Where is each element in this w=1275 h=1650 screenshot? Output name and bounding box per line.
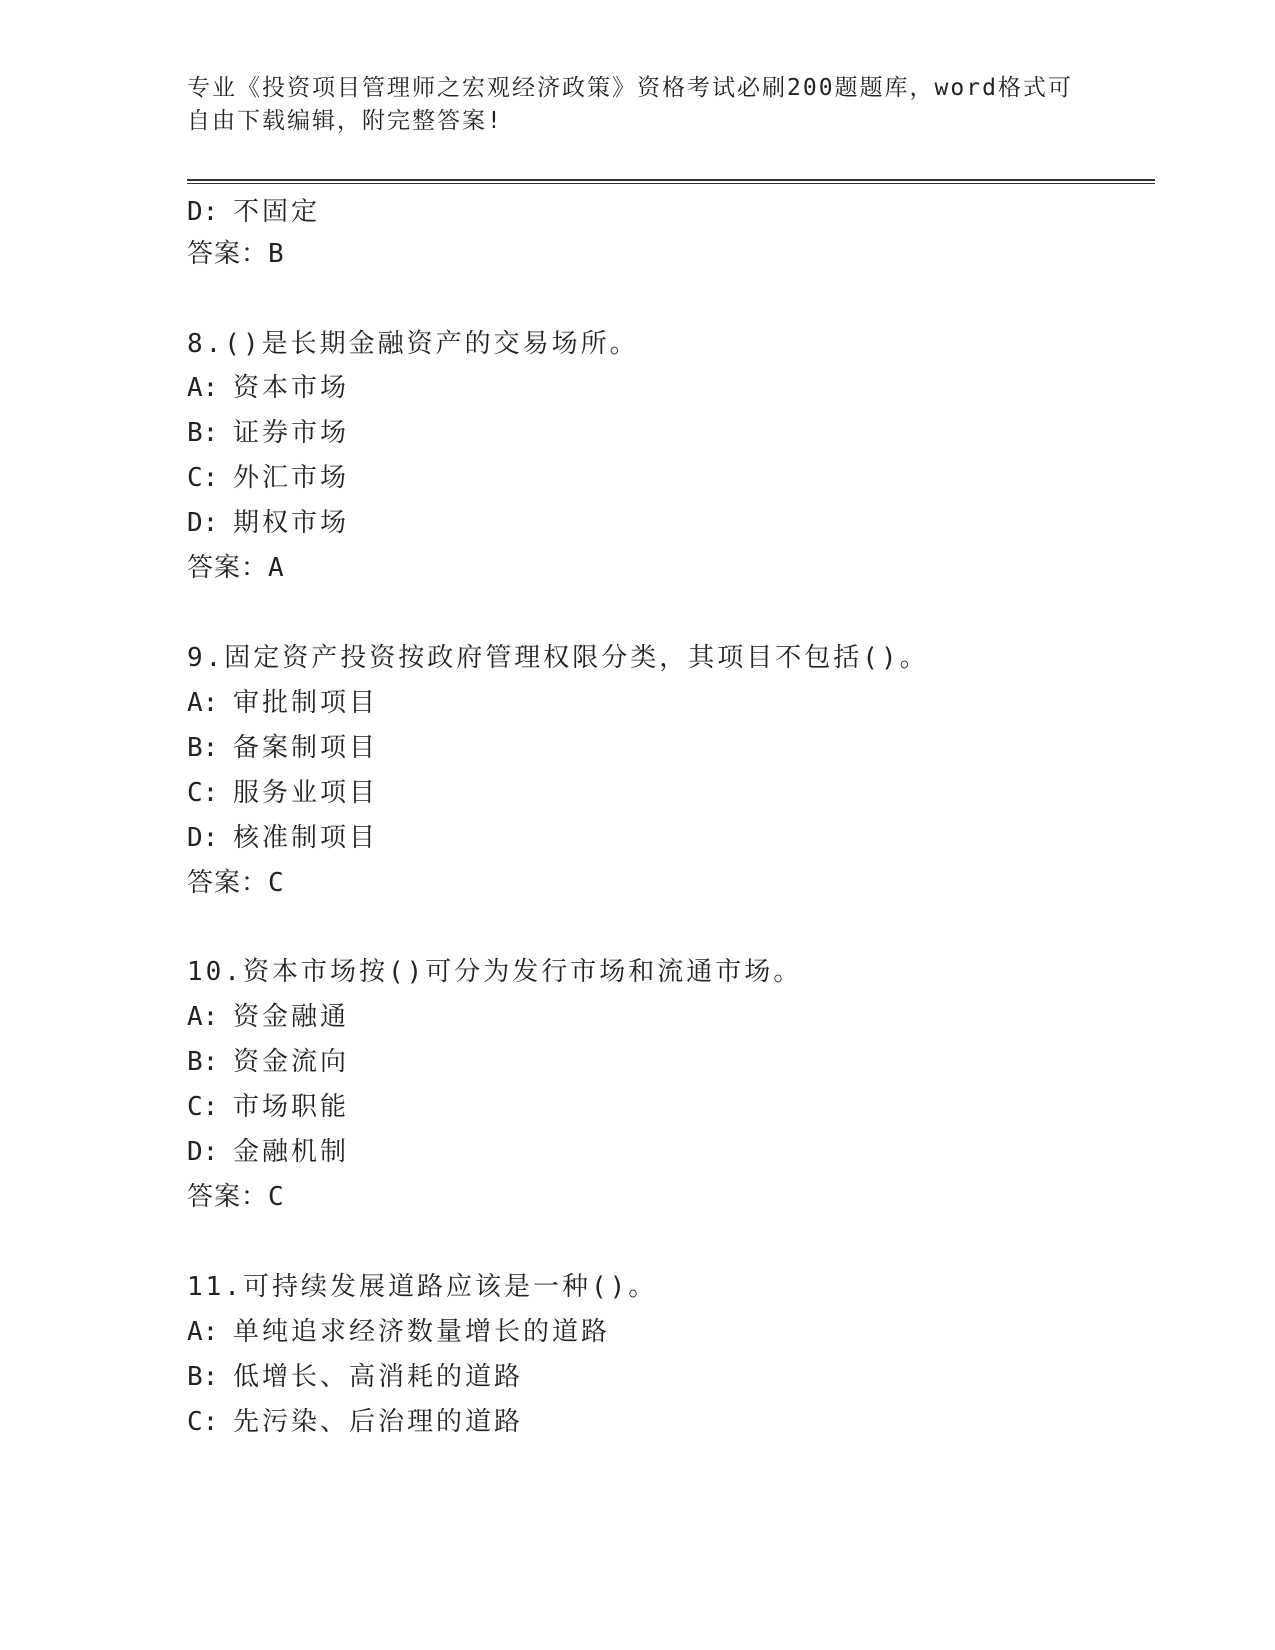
option-a [187,1000,349,1034]
answer-line [187,866,287,900]
option-d [187,821,378,855]
answer-label: 答案： [187,868,269,898]
option-letter: A: [187,373,219,403]
option-text: 资本市场 [233,373,350,403]
option-c [187,776,378,810]
answer-line [187,551,287,585]
option-b [187,416,349,450]
option-text: 不固定 [233,197,321,227]
option-b [187,1045,349,1079]
answer-label: 答案： [187,239,269,269]
answer-value: C [268,868,287,898]
header-divider [187,179,1155,184]
option-letter: A: [187,688,219,718]
option-a [187,686,378,720]
option-text: 期权市场 [233,508,350,538]
option-letter: C: [187,778,219,808]
option-letter: C: [187,1092,219,1122]
option-c [187,1405,523,1439]
option-text: 审批制项目 [233,688,379,718]
option-c [187,461,349,495]
option-text: 核准制项目 [233,823,379,853]
option-letter: D: [187,823,219,853]
option-text: 先污染、后治理的道路 [233,1407,524,1437]
option-text: 资金融通 [233,1002,350,1032]
answer-line [187,237,287,271]
header-line-2: 自由下载编辑，附完整答案! [187,108,503,134]
option-letter: C: [187,463,219,493]
option-text: 外汇市场 [233,463,350,493]
answer-label: 答案： [187,1182,269,1212]
option-b [187,731,378,765]
option-text: 证券市场 [233,418,350,448]
document-header [187,72,1087,138]
option-c [187,1090,349,1124]
option-letter: A: [187,1317,219,1347]
answer-label: 答案： [187,553,269,583]
option-text: 单纯追求经济数量增长的道路 [233,1317,611,1347]
option-text: 服务业项目 [233,778,379,808]
option-letter: D: [187,197,219,227]
option-text: 金融机制 [233,1137,350,1167]
option-a [187,371,349,405]
option-b [187,1360,523,1394]
question-stem: 10.资本市场按()可分为发行市场和流通市场。 [187,957,803,987]
option-text: 资金流向 [233,1047,350,1077]
question-stem: 9.固定资产投资按政府管理权限分类，其项目不包括()。 [187,643,929,673]
option-letter: B: [187,1047,219,1077]
answer-value: C [268,1182,287,1212]
option-letter: B: [187,733,219,763]
option-d [187,195,320,229]
option-letter: D: [187,1137,219,1167]
option-text: 低增长、高消耗的道路 [233,1362,524,1392]
option-d [187,1135,349,1169]
answer-line [187,1180,287,1214]
option-a [187,1315,610,1349]
answer-value: A [268,553,287,583]
header-line-1: 专业《投资项目管理师之宏观经济政策》资格考试必刷200题题库，word格式可 [187,75,1073,101]
option-letter: C: [187,1407,219,1437]
option-letter: B: [187,418,219,448]
option-text: 备案制项目 [233,733,379,763]
option-letter: D: [187,508,219,538]
question-stem: 8.()是长期金融资产的交易场所。 [187,329,639,359]
answer-value: B [268,239,287,269]
option-d [187,506,349,540]
question-stem: 11.可持续发展道路应该是一种()。 [187,1272,658,1302]
option-letter: A: [187,1002,219,1032]
option-letter: B: [187,1362,219,1392]
option-text: 市场职能 [233,1092,350,1122]
